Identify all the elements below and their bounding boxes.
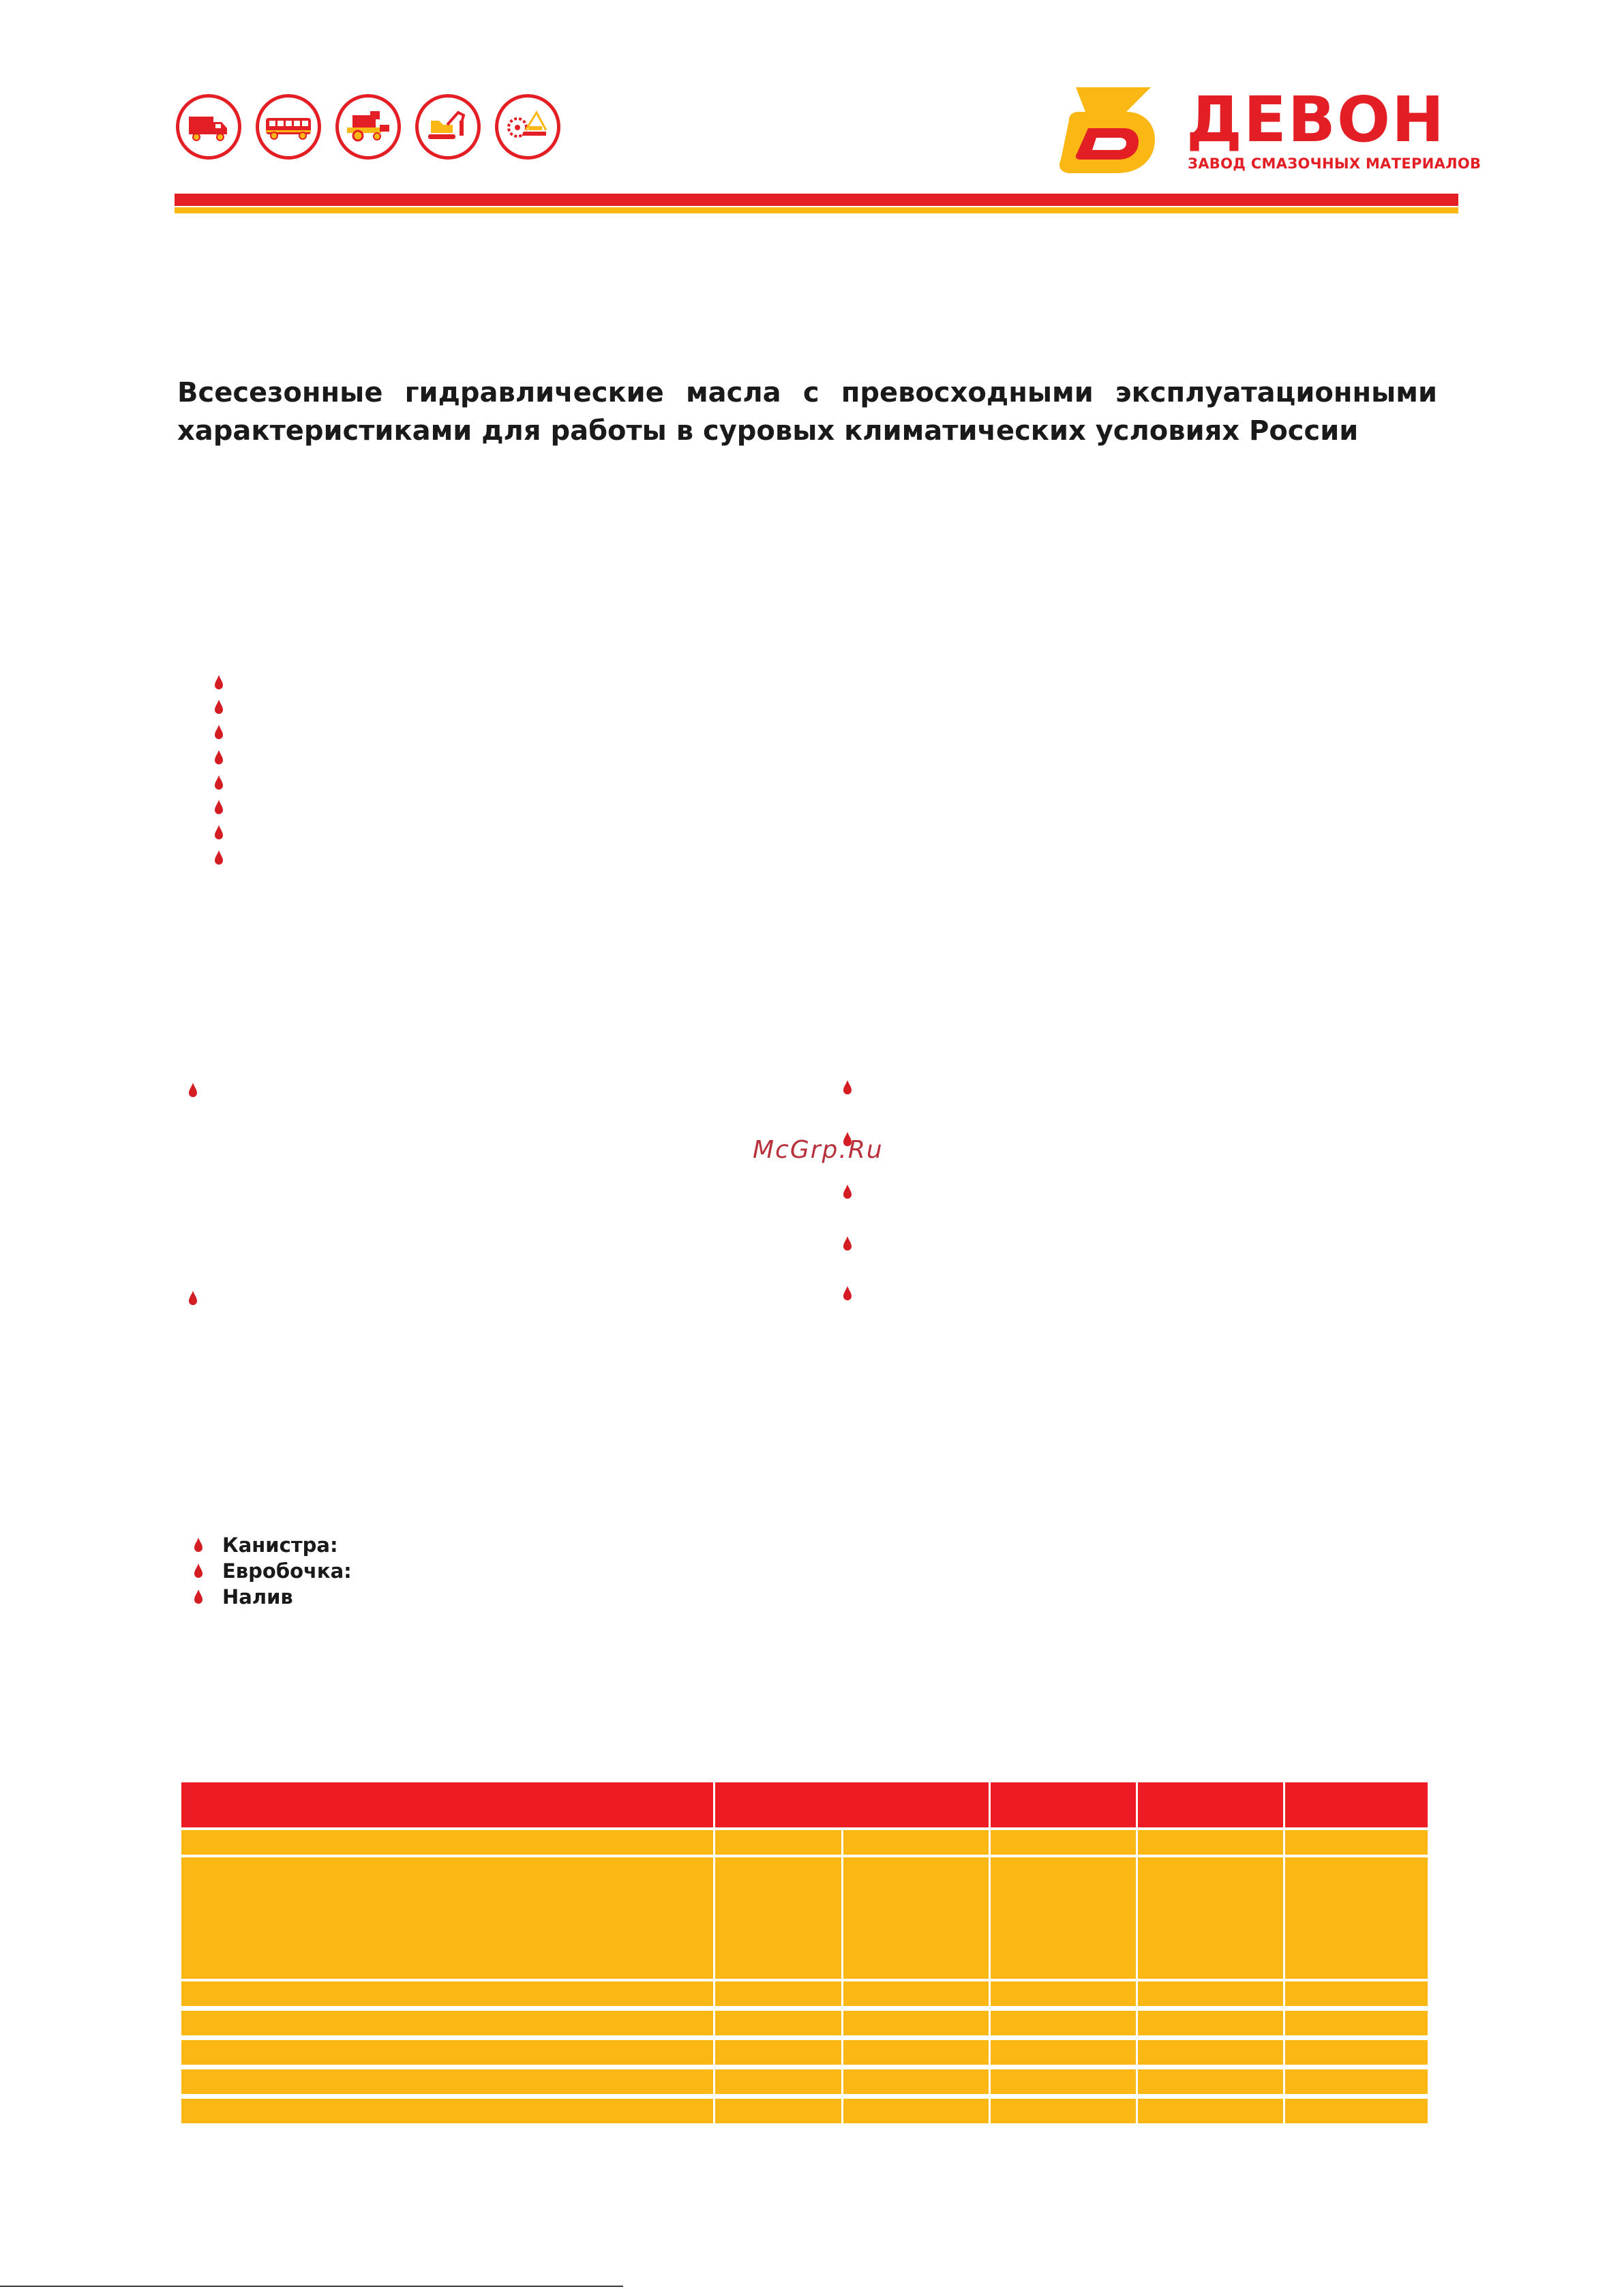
- table-header-cell: [181, 1782, 713, 1827]
- footnote-rule: [0, 2286, 623, 2287]
- logo-subtitle: ЗАВОД СМАЗОЧНЫХ МАТЕРИАЛОВ: [1188, 155, 1482, 172]
- bullet-drop-icon: [843, 1236, 852, 1251]
- bullet-drop-icon: [214, 800, 224, 815]
- page-headline: Всесезонные гидравлические масла с превосходными эксплуатационными характеристиками для работы в суровых климатических условиях России: [177, 377, 1437, 447]
- table-row: [181, 2099, 1428, 2123]
- bullet-drop-icon: [214, 775, 224, 790]
- bullet-drop-icon: [843, 1184, 852, 1199]
- drilling-rig-icon: [495, 94, 560, 160]
- logo-wordmark: ДЕВОН: [1186, 83, 1446, 156]
- header-stripe-red: [175, 194, 1458, 206]
- specs-table: [181, 1782, 1428, 2123]
- bullet-drop-icon: [214, 725, 224, 740]
- packaging-bulk-label: Налив: [222, 1585, 293, 1609]
- bullet-drop-icon: [843, 1286, 852, 1301]
- table-row: [181, 2040, 1428, 2065]
- table-row: [181, 1830, 1428, 1855]
- packaging-eurobarrel-label: Евробочка:: [222, 1559, 352, 1583]
- bus-icon: [256, 94, 321, 160]
- packaging-canister-label: Канистра:: [222, 1534, 338, 1557]
- table-row: [181, 2069, 1428, 2094]
- table-row: [181, 1857, 1428, 1979]
- bullet-drop-icon: [188, 1083, 198, 1098]
- table-header-cell: [715, 1782, 989, 1827]
- header-stripe-yellow: [175, 207, 1458, 213]
- table-header-cell: [1138, 1782, 1283, 1827]
- bullet-drop-icon: [843, 1080, 852, 1095]
- excavator-icon: [415, 94, 481, 160]
- bullet-drop-icon: [214, 675, 224, 690]
- bullet-drop-icon: [214, 750, 224, 765]
- devon-logo: [1055, 80, 1482, 176]
- table-row: [181, 2011, 1428, 2035]
- harvester-icon: [335, 94, 401, 160]
- bullet-drop-icon: [194, 1589, 203, 1604]
- bullet-drop-icon: [214, 825, 224, 840]
- bullet-drop-icon: [194, 1564, 203, 1579]
- truck-icon: [176, 94, 241, 160]
- table-row: [181, 1981, 1428, 2006]
- bullet-drop-icon: [214, 700, 224, 715]
- bullet-drop-icon: [194, 1538, 203, 1553]
- logo-mark-icon: [1055, 80, 1178, 176]
- table-header-cell: [1285, 1782, 1428, 1827]
- watermark-text: McGrp.Ru: [753, 1136, 884, 1164]
- bullet-drop-icon: [188, 1291, 198, 1306]
- bullet-drop-icon: [214, 850, 224, 865]
- table-header-cell: [991, 1782, 1136, 1827]
